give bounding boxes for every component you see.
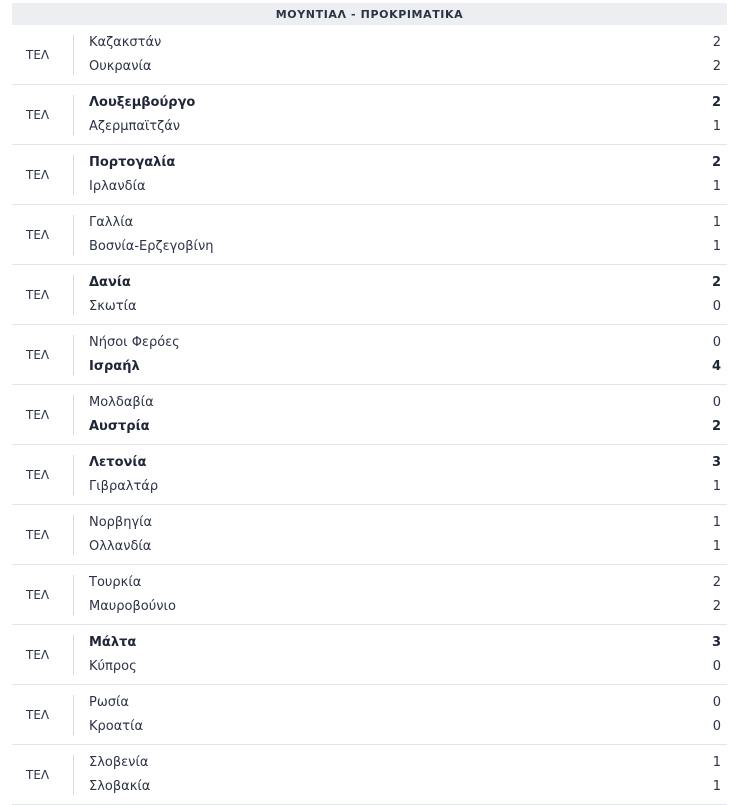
home-team-name: Δανία — [89, 275, 131, 290]
divider — [73, 95, 74, 135]
match-status: ΤΕΛ — [26, 167, 50, 182]
match-row[interactable] — [12, 325, 727, 385]
away-team-name: Σκωτία — [89, 299, 137, 314]
home-team-score: 0 — [712, 335, 721, 350]
divider — [73, 275, 74, 315]
match-row[interactable] — [12, 145, 727, 205]
away-team-name: Ισραήλ — [89, 359, 140, 374]
away-team-name: Αυστρία — [89, 419, 150, 434]
home-team-name: Νήσοι Φερόες — [89, 335, 180, 350]
home-team-name: Γαλλία — [89, 215, 134, 230]
away-team-score: 1 — [712, 179, 721, 194]
home-team-score: 1 — [712, 215, 721, 230]
divider — [73, 575, 74, 615]
home-team-name: Τουρκία — [89, 575, 142, 590]
away-team-score: 0 — [712, 299, 721, 314]
divider — [73, 455, 74, 495]
away-team-name: Ιρλανδία — [89, 179, 146, 194]
match-row[interactable] — [12, 385, 727, 445]
away-team-score: 4 — [711, 359, 721, 374]
match-list — [12, 25, 727, 805]
match-status: ΤΕΛ — [26, 287, 50, 302]
divider — [73, 695, 74, 735]
home-team-name: Μάλτα — [89, 635, 137, 650]
home-team-name: Καζακστάν — [89, 35, 162, 50]
match-row[interactable] — [12, 205, 727, 265]
away-team-score: 1 — [712, 239, 721, 254]
divider — [73, 155, 74, 195]
away-team-score: 0 — [712, 719, 721, 734]
home-team-score: 0 — [712, 395, 721, 410]
away-team-score: 0 — [712, 659, 721, 674]
away-team-score: 2 — [711, 419, 721, 434]
match-status: ΤΕΛ — [26, 347, 50, 362]
match-status: ΤΕΛ — [26, 107, 50, 122]
home-team-score: 3 — [711, 635, 721, 650]
away-team-name: Κύπρος — [89, 659, 137, 674]
home-team-name: Ρωσία — [89, 695, 129, 710]
home-team-name: Σλοβενία — [89, 755, 149, 770]
home-team-name: Μολδαβία — [89, 395, 154, 410]
match-row[interactable] — [12, 505, 727, 565]
away-team-score: 1 — [712, 539, 721, 554]
match-row[interactable] — [12, 625, 727, 685]
match-row[interactable] — [12, 685, 727, 745]
away-team-name: Γιβραλτάρ — [89, 479, 159, 494]
match-status: ΤΕΛ — [26, 767, 50, 782]
away-team-name: Ολλανδία — [89, 539, 152, 554]
home-team-score: 2 — [711, 95, 721, 110]
home-team-score: 2 — [712, 575, 721, 590]
match-status: ΤΕΛ — [26, 587, 50, 602]
home-team-score: 2 — [712, 35, 721, 50]
match-row[interactable] — [12, 745, 727, 805]
match-status: ΤΕΛ — [26, 47, 50, 62]
match-row[interactable] — [12, 25, 727, 85]
away-team-name: Ουκρανία — [89, 59, 152, 74]
match-status: ΤΕΛ — [26, 647, 50, 662]
divider — [73, 215, 74, 255]
home-team-score: 1 — [712, 515, 721, 530]
home-team-name: Λουξεμβούργο — [89, 95, 196, 110]
away-team-score: 1 — [712, 779, 721, 794]
match-status: ΤΕΛ — [26, 467, 50, 482]
divider — [73, 635, 74, 675]
away-team-score: 1 — [712, 119, 721, 134]
divider — [73, 335, 74, 375]
divider — [73, 755, 74, 795]
competition-title: ΜΟΥΝΤΙΑΛ - ΠΡΟΚΡΙΜΑΤΙΚΑ — [275, 7, 464, 21]
match-row[interactable] — [12, 445, 727, 505]
home-team-score: 1 — [712, 755, 721, 770]
divider — [73, 395, 74, 435]
away-team-name: Βοσνία-Ερζεγοβίνη — [89, 239, 214, 254]
away-team-name: Κροατία — [89, 719, 144, 734]
match-status: ΤΕΛ — [26, 407, 50, 422]
home-team-score: 2 — [711, 155, 721, 170]
away-team-name: Αζερμπαϊτζάν — [89, 119, 181, 134]
home-team-name: Νορβηγία — [89, 515, 153, 530]
home-team-score: 3 — [711, 455, 721, 470]
away-team-name: Μαυροβούνιο — [89, 599, 176, 614]
away-team-name: Σλοβακία — [89, 779, 151, 794]
home-team-score: 2 — [711, 275, 721, 290]
divider — [73, 35, 74, 75]
match-status: ΤΕΛ — [26, 527, 50, 542]
home-team-name: Πορτογαλία — [89, 155, 176, 170]
divider — [73, 515, 74, 555]
match-row[interactable] — [12, 85, 727, 145]
match-status: ΤΕΛ — [26, 707, 50, 722]
away-team-score: 2 — [712, 599, 721, 614]
competition-header — [12, 3, 727, 25]
match-row[interactable] — [12, 565, 727, 625]
match-row[interactable] — [12, 265, 727, 325]
home-team-name: Λετονία — [89, 455, 147, 470]
away-team-score: 1 — [712, 479, 721, 494]
home-team-score: 0 — [712, 695, 721, 710]
match-status: ΤΕΛ — [26, 227, 50, 242]
away-team-score: 2 — [712, 59, 721, 74]
